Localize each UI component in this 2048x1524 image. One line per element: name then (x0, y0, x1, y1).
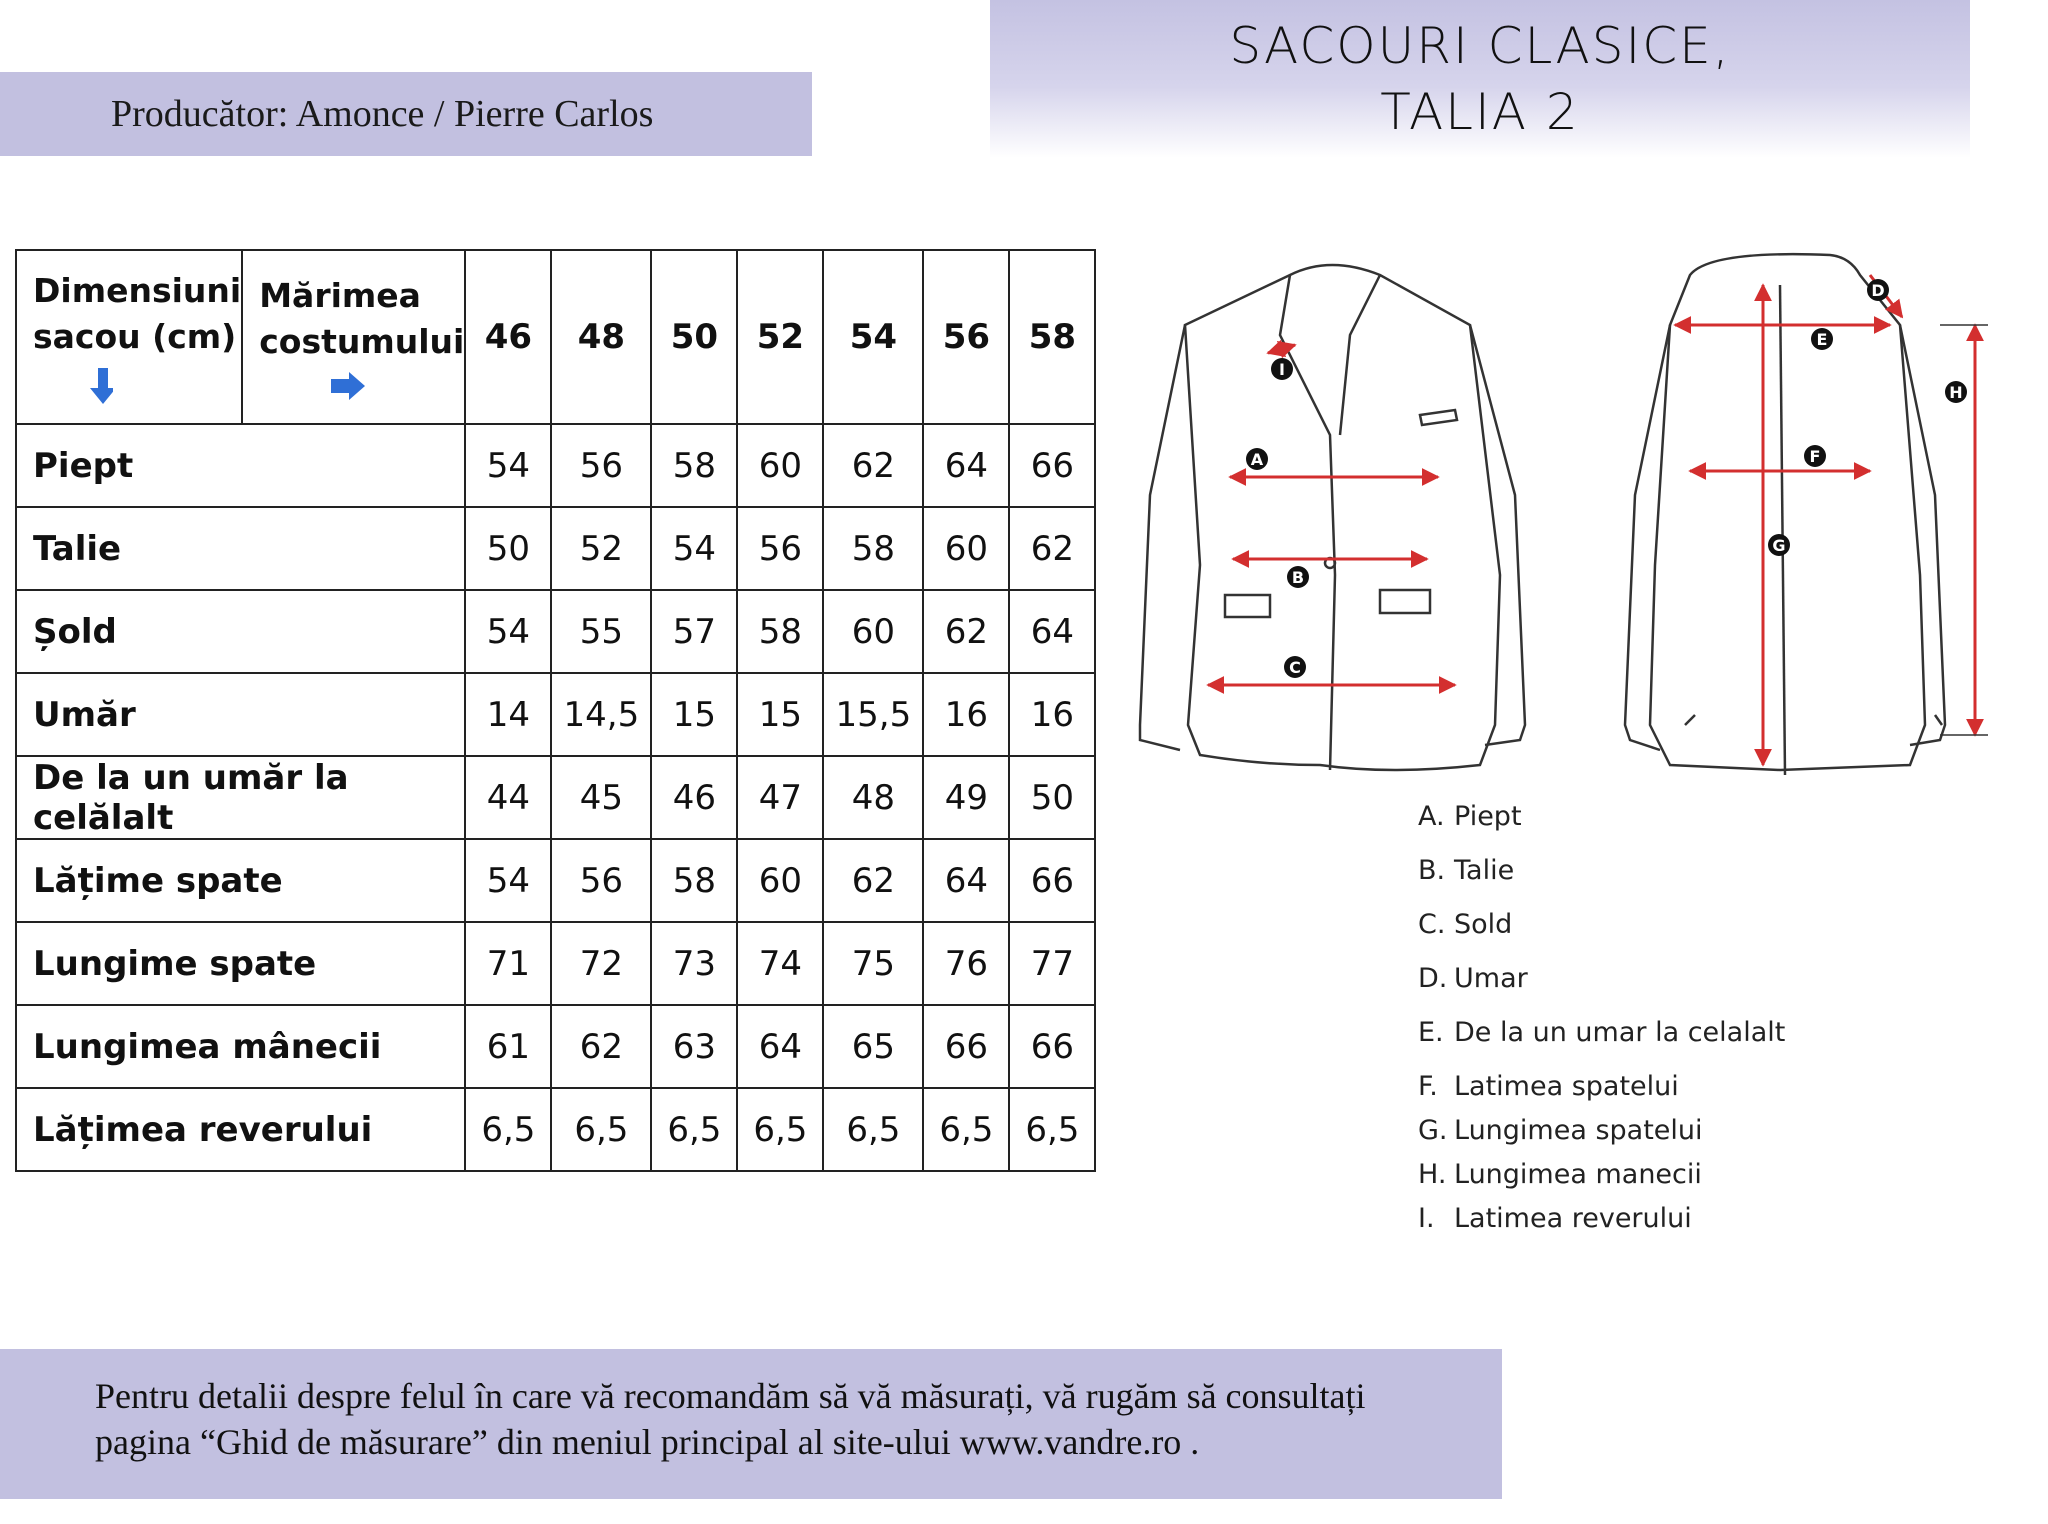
svg-text:F: F (1809, 447, 1821, 466)
table-row (16, 507, 1095, 590)
marker-a-icon (1246, 448, 1268, 470)
size-header: 56 (923, 250, 1009, 424)
table-cell: 64 (1009, 590, 1095, 673)
row-label: De la un umăr la celălalt (16, 756, 465, 839)
table-cell: 76 (923, 922, 1009, 1005)
table-cell: 65 (823, 1005, 923, 1088)
table-cell: 16 (1009, 673, 1095, 756)
legend-key: C. (1418, 909, 1446, 940)
marker-d-icon (1867, 279, 1889, 301)
row-label: Șold (16, 590, 465, 673)
legend-key: I. (1418, 1203, 1435, 1234)
row-label: Lățimea reverului (16, 1088, 465, 1171)
table-row (16, 1005, 1095, 1088)
legend-key: G. (1418, 1115, 1448, 1146)
table-cell: 49 (923, 756, 1009, 839)
title-banner (990, 0, 1970, 158)
legend-key: F. (1418, 1071, 1438, 1102)
jacket-back-icon (1625, 254, 1945, 775)
table-cell: 52 (551, 507, 651, 590)
table-cell: 15 (737, 673, 823, 756)
legend-item (1418, 1012, 1785, 1066)
title-line-2: TALIA 2 (1380, 83, 1580, 141)
table-cell: 64 (923, 839, 1009, 922)
table-row (16, 756, 1095, 839)
table-cell: 61 (465, 1005, 551, 1088)
table-cell: 74 (737, 922, 823, 1005)
measurement-lines (1208, 275, 1988, 765)
svg-text:E: E (1816, 330, 1828, 349)
header-size: Mărimea costumului (242, 250, 465, 424)
table-cell: 58 (651, 839, 737, 922)
table-cell: 15 (651, 673, 737, 756)
table-cell: 75 (823, 922, 923, 1005)
svg-text:B: B (1291, 568, 1305, 587)
legend-text: Umar (1454, 963, 1528, 994)
row-label: Talie (16, 507, 465, 590)
row-label: Piept (16, 424, 465, 507)
footer-line-1: Pentru detalii despre felul în care vă recomandăm să vă măsurați, vă rugăm să consultați (95, 1376, 1366, 1416)
legend-key: B. (1418, 855, 1446, 886)
legend-key: E. (1418, 1017, 1444, 1048)
header-dimensions: Dimensiuni sacou (cm) (16, 250, 242, 424)
marker-i-icon (1271, 358, 1293, 380)
table-cell: 6,5 (823, 1088, 923, 1171)
size-header: 58 (1009, 250, 1095, 424)
legend-item (1418, 958, 1785, 1012)
table-cell: 6,5 (551, 1088, 651, 1171)
row-label: Lățime spate (16, 839, 465, 922)
legend-text: Lungimea manecii (1454, 1159, 1702, 1190)
table-cell: 6,5 (923, 1088, 1009, 1171)
table-row (16, 673, 1095, 756)
legend-item (1418, 1066, 1785, 1110)
svg-text:A: A (1250, 450, 1264, 469)
table-cell: 54 (651, 507, 737, 590)
jacket-diagram (1130, 245, 2010, 785)
row-label: Lungimea mânecii (16, 1005, 465, 1088)
marker-e-icon (1811, 328, 1833, 350)
table-cell: 64 (923, 424, 1009, 507)
table-cell: 72 (551, 922, 651, 1005)
table-row (16, 590, 1095, 673)
legend-text: Piept (1454, 801, 1522, 832)
table-cell: 63 (651, 1005, 737, 1088)
table-cell: 45 (551, 756, 651, 839)
arrow-down-icon (33, 366, 113, 406)
legend-text: Latimea spatelui (1454, 1071, 1679, 1102)
table-cell: 60 (737, 424, 823, 507)
table-cell: 54 (465, 424, 551, 507)
table-cell: 56 (737, 507, 823, 590)
size-header: 54 (823, 250, 923, 424)
table-cell: 62 (823, 839, 923, 922)
size-header: 50 (651, 250, 737, 424)
svg-text:H: H (1949, 383, 1963, 402)
table-cell: 56 (551, 424, 651, 507)
title-line-1: SACOURI CLASICE, (1229, 17, 1731, 75)
arrow-right-icon (259, 371, 369, 401)
table-cell: 54 (465, 590, 551, 673)
svg-text:I: I (1279, 360, 1285, 379)
row-label: Umăr (16, 673, 465, 756)
legend-text: Latimea reverului (1454, 1203, 1692, 1234)
table-cell: 15,5 (823, 673, 923, 756)
legend-item (1418, 1154, 1785, 1198)
table-cell: 58 (651, 424, 737, 507)
table-cell: 60 (823, 590, 923, 673)
table-cell: 58 (823, 507, 923, 590)
footer-line-2: pagina “Ghid de măsurare” din meniul principal al site-ului www.vandre.ro . (95, 1422, 1200, 1462)
table-cell: 16 (923, 673, 1009, 756)
table-cell: 66 (1009, 424, 1095, 507)
table-cell: 62 (551, 1005, 651, 1088)
table-row (16, 922, 1095, 1005)
producer-text: Producător: Amonce / Pierre Carlos (111, 93, 654, 135)
svg-text:C: C (1289, 658, 1301, 677)
table-cell: 62 (1009, 507, 1095, 590)
row-label: Lungime spate (16, 922, 465, 1005)
table-cell: 66 (1009, 1005, 1095, 1088)
legend-key: D. (1418, 963, 1448, 994)
table-cell: 50 (1009, 756, 1095, 839)
table-cell: 71 (465, 922, 551, 1005)
legend-text: De la un umar la celalalt (1454, 1017, 1786, 1048)
table-row (16, 839, 1095, 922)
table-cell: 62 (823, 424, 923, 507)
table-cell: 58 (737, 590, 823, 673)
legend-item (1418, 1110, 1785, 1154)
producer-banner (0, 72, 812, 156)
marker-g-icon (1768, 534, 1790, 556)
table-cell: 66 (1009, 839, 1095, 922)
legend-item (1418, 904, 1785, 958)
table-cell: 55 (551, 590, 651, 673)
marker-c-icon (1284, 656, 1306, 678)
table-cell: 56 (551, 839, 651, 922)
table-cell: 6,5 (465, 1088, 551, 1171)
measurement-legend (1418, 796, 1785, 1242)
footer-text (95, 1373, 1475, 1465)
footer-banner (0, 1349, 1502, 1499)
legend-item (1418, 1198, 1785, 1242)
legend-item (1418, 796, 1785, 850)
table-cell: 77 (1009, 922, 1095, 1005)
table-cell: 62 (923, 590, 1009, 673)
table-header-row (16, 250, 1095, 424)
table-cell: 57 (651, 590, 737, 673)
svg-text:D: D (1871, 281, 1885, 300)
jacket-front-icon (1140, 265, 1525, 770)
legend-key: A. (1418, 801, 1445, 832)
marker-h-icon (1945, 381, 1967, 403)
size-table (15, 249, 1096, 1172)
table-cell: 54 (465, 839, 551, 922)
table-cell: 44 (465, 756, 551, 839)
table-row (16, 424, 1095, 507)
size-header: 52 (737, 250, 823, 424)
size-header: 48 (551, 250, 651, 424)
marker-f-icon (1804, 445, 1826, 467)
svg-text:G: G (1772, 536, 1786, 555)
table-cell: 60 (737, 839, 823, 922)
table-cell: 48 (823, 756, 923, 839)
table-row (16, 1088, 1095, 1171)
table-cell: 50 (465, 507, 551, 590)
table-cell: 6,5 (737, 1088, 823, 1171)
legend-text: Talie (1454, 855, 1515, 886)
table-cell: 6,5 (651, 1088, 737, 1171)
table-cell: 14,5 (551, 673, 651, 756)
table-cell: 64 (737, 1005, 823, 1088)
table-cell: 46 (651, 756, 737, 839)
legend-key: H. (1418, 1159, 1447, 1190)
legend-item (1418, 850, 1785, 904)
size-header: 46 (465, 250, 551, 424)
legend-text: Sold (1454, 909, 1513, 940)
table-cell: 60 (923, 507, 1009, 590)
table-cell: 47 (737, 756, 823, 839)
legend-text: Lungimea spatelui (1454, 1115, 1703, 1146)
marker-b-icon (1287, 566, 1309, 588)
table-cell: 6,5 (1009, 1088, 1095, 1171)
table-cell: 14 (465, 673, 551, 756)
table-cell: 66 (923, 1005, 1009, 1088)
table-cell: 73 (651, 922, 737, 1005)
